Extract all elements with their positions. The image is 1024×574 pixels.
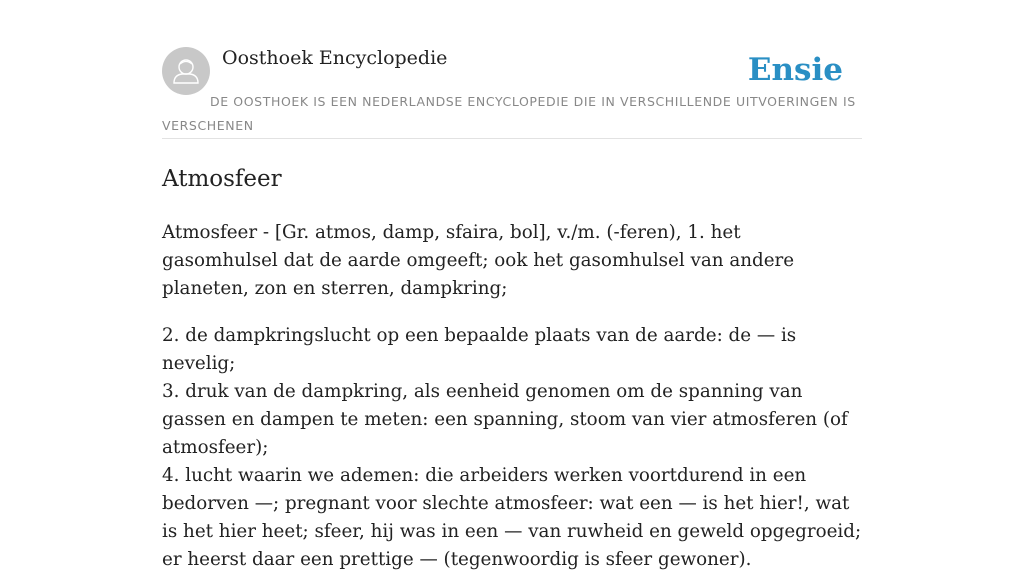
brand-logo[interactable]: Ensie bbox=[747, 52, 843, 88]
site-name[interactable]: Oosthoek Encyclopedie bbox=[222, 47, 448, 69]
definition-line: 2. de dampkringslucht op een bepaalde plaats van de aarde: de — is nevelig; bbox=[162, 325, 797, 374]
page-container bbox=[162, 46, 862, 574]
avatar[interactable] bbox=[162, 47, 210, 95]
article-paragraph: Atmosfeer - [Gr. atmos, damp, sfaira, bol], v./m. (-feren), 1. het gasomhulsel dat de aarde omgeeft; ook het gasomhulsel van andere planeten, zon en sterren, dampkring; bbox=[162, 222, 795, 299]
site-tagline: DE OOSTHOEK IS EEN NEDERLANDSE ENCYCLOPEDIE DIE IN VERSCHILLENDE UITVOERINGEN IS VERSCHENEN bbox=[162, 94, 856, 133]
article-title: Atmosfeer bbox=[162, 166, 282, 192]
site-header bbox=[162, 46, 862, 139]
definition-line: 4. lucht waarin we ademen: die arbeiders werken voortdurend in een bedorven —; pregnant voor slechte atmosfeer: wat een — is het hier!, wat is het hier heet; sfeer, hij was in een — van ruwheid en geweld opgegroeid; er heerst daar een prettige — (tegenwoordig is sfeer gewoner). bbox=[162, 465, 862, 570]
definition-line: 3. druk van de dampkring, als eenheid genomen om de spanning van gassen en dampen te meten: een spanning, stoom van vier atmosferen (of atmosfeer); bbox=[162, 381, 848, 458]
article-paragraph-definitions bbox=[162, 322, 862, 574]
user-icon bbox=[162, 47, 210, 95]
